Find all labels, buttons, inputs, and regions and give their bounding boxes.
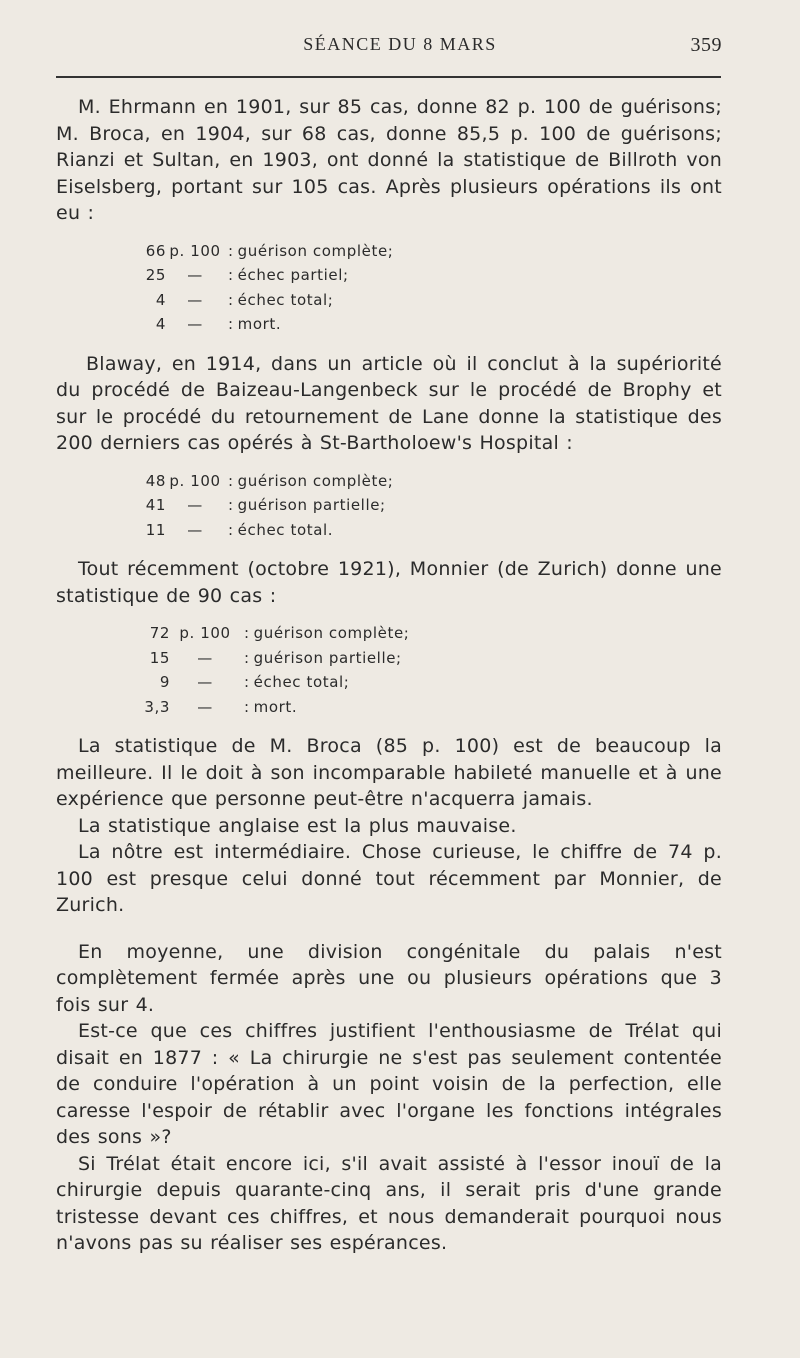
paragraph: Si Trélat était encore ici, s'il avait assisté à l'essor inouï de la chirurgie depuis quarante-cinq ans, il serait pris d'une grande tristesse devant ces chiffres, et nous demanderait pourquoi nous n'avons pas su réaliser ses espérances. xyxy=(56,1152,722,1254)
running-header xyxy=(0,34,800,60)
stat-sep: : xyxy=(244,697,250,716)
stat-sep: : xyxy=(228,315,234,333)
paragraph: En moyenne, une division congénitale du palais n'est complètement fermée après une ou plusieurs opérations que 3 fois sur 4. xyxy=(56,940,722,1016)
stat-label: guérison complète; xyxy=(253,624,410,642)
stat-pct: 4 xyxy=(155,290,166,309)
page-number: 359 xyxy=(690,34,722,56)
stat-label: mort. xyxy=(237,315,282,333)
stat-label: mort. xyxy=(253,697,298,716)
stat-pct: 41 xyxy=(145,496,166,514)
stat-unit: — xyxy=(197,673,213,691)
stat-label: échec partiel; xyxy=(237,266,349,284)
stat-pct: 9 xyxy=(159,673,170,691)
paragraph: La statistique de M. Broca (85 p. 100) est de beaucoup la meilleure. Il le doit à son incomparable habileté manuelle et à une expérience que personne peut-être n'acquerra jamais. xyxy=(56,735,722,810)
stat-label: guérison complète; xyxy=(237,471,394,490)
paragraph-gap xyxy=(56,919,722,939)
paragraph: Est-ce que ces chiffres justifient l'enthousiasme de Trélat qui disait en 1877 : « La chirurgie ne s'est pas seulement contentée de conduire l'opération à un point voisin de la perfection, elle caresse l'espoir de rétablir avec l'organe les fonctions intégrales des sons »? xyxy=(56,1020,722,1148)
stat-unit: — xyxy=(197,697,213,716)
stat-sep: : xyxy=(244,673,250,691)
stat-sep: : xyxy=(228,241,234,260)
stat-row xyxy=(144,263,722,288)
header-title: SÉANCE DU 8 MARS xyxy=(303,34,497,54)
stat-sep: : xyxy=(228,290,234,309)
stat-label: guérison complète; xyxy=(237,241,394,260)
stats-table-1 xyxy=(144,239,722,337)
paragraph: La statistique anglaise est la plus mauvaise. xyxy=(78,814,517,837)
stat-unit: p. 100 xyxy=(179,624,231,642)
stat-pct: 66 xyxy=(145,241,166,260)
stat-unit: p. 100 xyxy=(169,471,221,490)
stat-pct: 25 xyxy=(145,266,166,284)
stat-unit: — xyxy=(187,315,203,333)
stat-sep: : xyxy=(228,266,234,284)
stat-pct: 3,3 xyxy=(144,697,170,716)
stat-row xyxy=(144,695,722,720)
page-body xyxy=(56,94,722,1257)
paragraph: Blaway, en 1914, dans un article où il conclut à la supériorité du procédé de Baizeau-Langenbeck sur le procédé de Brophy et sur le procédé du retournement de Lane donne la statistique des 200 derniers cas opérés à St-Bartholoew's Hospital : xyxy=(56,352,722,454)
stat-label: échec total. xyxy=(237,520,334,539)
stats-table-2 xyxy=(144,469,722,543)
stat-unit: p. 100 xyxy=(169,241,221,260)
stat-unit: — xyxy=(187,290,203,309)
paragraph: M. Ehrmann en 1901, sur 85 cas, donne 82 p. 100 de guérisons; M. Broca, en 1904, sur 68 cas, donne 85,5 p. 100 de guérisons; Rianzi et Sultan, en 1903, ont donné la statistique de Billroth von Eiselsberg, portant sur 105 cas. Après plusieurs opérations ils ont eu : xyxy=(56,96,722,224)
stat-sep: : xyxy=(244,624,250,642)
paragraph: La nôtre est intermédiaire. Chose curieuse, le chiffre de 74 p. 100 est presque celui donné tout récemment par Monnier, de Zurich. xyxy=(56,841,722,916)
stat-label: échec total; xyxy=(237,290,334,309)
stat-row xyxy=(144,670,722,695)
stat-row xyxy=(144,312,722,337)
stat-row xyxy=(144,469,722,494)
stat-row xyxy=(144,239,722,264)
stat-row xyxy=(144,288,722,313)
stat-row xyxy=(144,518,722,543)
stat-row xyxy=(144,621,722,646)
stat-label: échec total; xyxy=(253,673,350,691)
stat-pct: 72 xyxy=(149,624,170,642)
stat-row xyxy=(144,493,722,518)
stat-unit: — xyxy=(197,648,213,667)
stat-pct: 4 xyxy=(155,315,166,333)
stat-label: guérison partielle; xyxy=(237,496,386,514)
stat-pct: 11 xyxy=(145,520,166,539)
paragraph: Tout récemment (octobre 1921), Monnier (de Zurich) donne une statistique de 90 cas : xyxy=(56,558,722,607)
stats-table-3 xyxy=(144,621,722,719)
stat-row xyxy=(144,646,722,671)
stat-pct: 48 xyxy=(145,471,166,490)
stat-pct: 15 xyxy=(149,648,170,667)
stat-label: guérison partielle; xyxy=(253,648,402,667)
stat-sep: : xyxy=(244,648,250,667)
header-rule xyxy=(56,76,721,78)
stat-unit: — xyxy=(187,496,203,514)
stat-unit: — xyxy=(187,266,203,284)
stat-unit: — xyxy=(187,520,203,539)
stat-sep: : xyxy=(228,496,234,514)
stat-sep: : xyxy=(228,520,234,539)
stat-sep: : xyxy=(228,471,234,490)
